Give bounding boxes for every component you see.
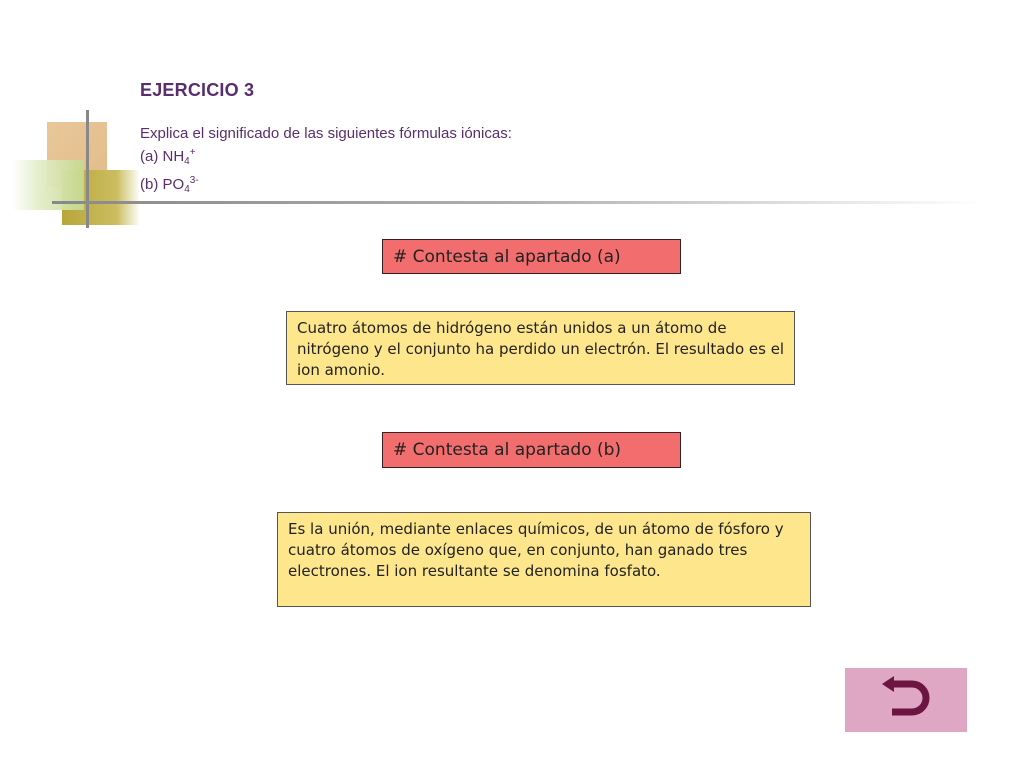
- answer-a-box: Cuatro átomos de hidrógeno están unidos a un átomo de nitrógeno y el conjunto ha perdido un electrón. El resultado es el ion amonio.: [286, 311, 795, 385]
- decorative-vertical-line: [86, 110, 89, 228]
- formula-b-superscript: 3-: [189, 175, 199, 186]
- exercise-prompt: [140, 124, 512, 199]
- slide-title: EJERCICIO 3: [140, 80, 255, 100]
- answer-b-box: Es la unión, mediante enlaces químicos, de un átomo de fósforo y cuatro átomos de oxígeno que, en conjunto, han ganado tres electrones. El ion resultante se denomina fosfato.: [277, 512, 811, 607]
- answer-a-button-label: # Contesta al apartado (a): [393, 246, 621, 267]
- formula-b-subscript: 4: [184, 184, 190, 195]
- prompt-text: Explica el significado de las siguientes fórmulas iónicas:: [140, 125, 512, 142]
- answer-a-button[interactable]: [382, 239, 681, 274]
- formula-a-subscript: 4: [184, 156, 190, 167]
- formula-b: [140, 171, 512, 199]
- formula-b-main: (b) PO: [140, 176, 185, 193]
- formula-a-main: (a) NH: [140, 148, 185, 165]
- answer-b-button-label: # Contesta al apartado (b): [393, 440, 622, 460]
- formula-a-superscript: +: [189, 147, 196, 158]
- return-arrow-icon: [878, 674, 934, 726]
- answer-b-button[interactable]: [382, 432, 681, 468]
- back-button[interactable]: [845, 668, 967, 732]
- formula-a: [140, 143, 512, 171]
- decorative-horizontal-line: [52, 201, 982, 204]
